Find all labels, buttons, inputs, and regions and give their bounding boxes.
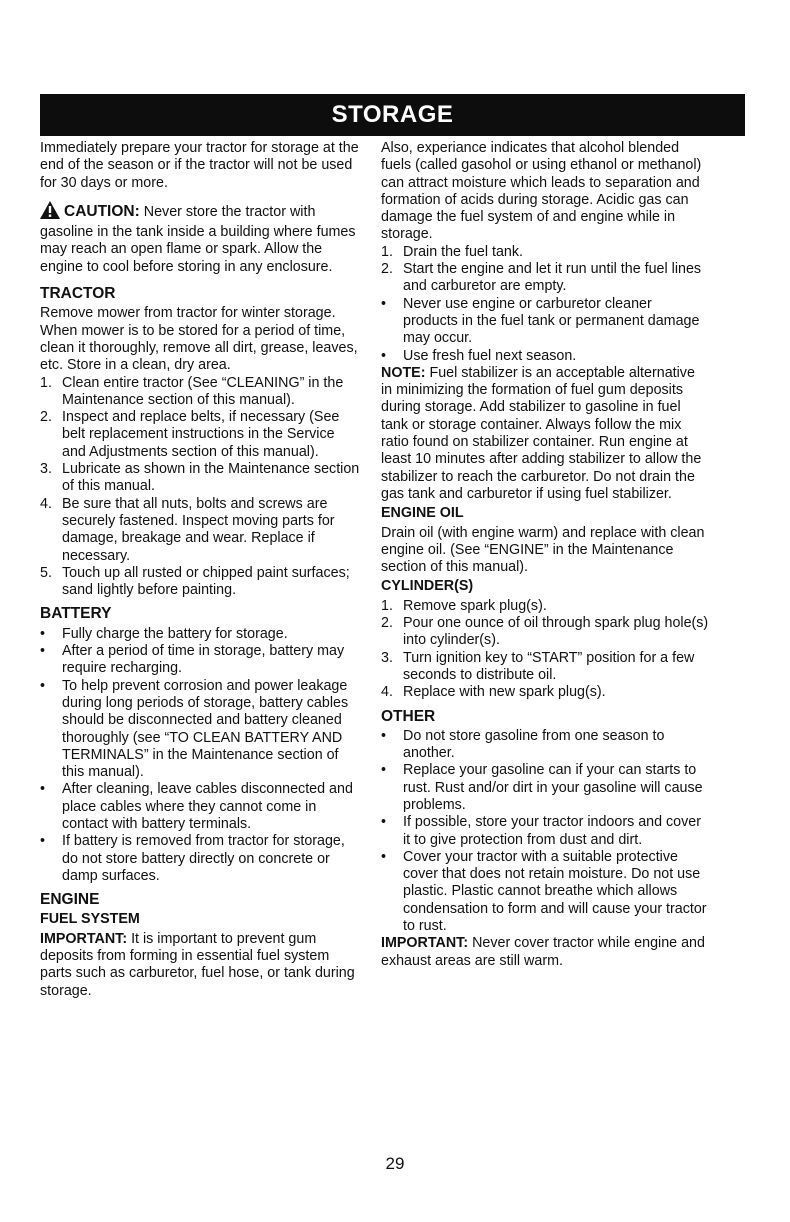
bullet-icon: • xyxy=(40,625,46,642)
bullet-icon: • xyxy=(40,781,46,798)
list-item xyxy=(40,626,362,643)
other-heading: OTHER xyxy=(381,707,436,725)
bullet-icon: • xyxy=(40,643,46,660)
other-list xyxy=(381,728,709,936)
list-item xyxy=(381,650,709,685)
battery-heading: BATTERY xyxy=(40,605,112,623)
item-text: Cover your tractor with a suitable protective cover that does not retain moisture. Do not use plastic. Plastic cannot breathe which allows condensation to form and will cause your tractor to rust. xyxy=(403,848,707,935)
step-text: Turn ignition key to “START” position for a few seconds to distribute oil. xyxy=(403,649,695,683)
tractor-steps xyxy=(40,375,362,600)
item-text: If possible, store your tractor indoors and cover it to give protection from dust and dirt. xyxy=(403,814,701,848)
list-item xyxy=(40,678,362,782)
list-item xyxy=(381,762,709,814)
note-paragraph xyxy=(381,365,709,503)
item-text: Use fresh fuel next season. xyxy=(403,347,577,364)
bullet-icon: • xyxy=(381,727,387,744)
bullet-icon: • xyxy=(381,347,387,364)
list-item xyxy=(381,849,709,935)
bullet-icon: • xyxy=(381,295,387,312)
list-item xyxy=(381,598,709,615)
important-text: It is important to prevent gum deposits from forming in essential fuel system parts such as carburetor, fuel hose, or tank during storage. xyxy=(40,930,355,999)
step-number: 3. xyxy=(40,461,52,478)
intro-paragraph: Immediately prepare your tractor for storage at the end of the season or if the tractor will not be used for 30 days or more. xyxy=(40,140,359,191)
step-number: 3. xyxy=(381,649,393,666)
list-item xyxy=(40,833,362,885)
step-number: 4. xyxy=(40,495,52,512)
engine-oil-heading: ENGINE OIL xyxy=(381,505,464,522)
bullet-icon: • xyxy=(40,677,46,694)
bullet-icon: • xyxy=(381,762,387,779)
note-label: NOTE: xyxy=(381,364,426,381)
list-item xyxy=(381,615,709,650)
step-number: 5. xyxy=(40,564,52,581)
fuel-steps xyxy=(381,244,709,296)
step-text: Drain the fuel tank. xyxy=(403,243,524,260)
cylinder-heading: CYLINDER(S) xyxy=(381,578,474,595)
list-item xyxy=(381,296,709,348)
tractor-intro: Remove mower from tractor for winter storage. When mower is to be stored for a period of time, clean it thoroughly, remove all dirt, grease, leaves, etc. Store in a clean, dry area. xyxy=(40,305,358,374)
step-text: Remove spark plug(s). xyxy=(403,597,547,614)
list-item xyxy=(40,375,362,410)
warning-triangle-icon xyxy=(40,201,60,224)
list-item xyxy=(40,781,362,833)
step-number: 1. xyxy=(40,374,52,391)
step-number: 2. xyxy=(381,261,393,278)
list-item xyxy=(381,684,709,701)
list-item xyxy=(40,496,362,565)
item-text: After a period of time in storage, battery may require recharging. xyxy=(62,643,345,677)
fuel-bullets xyxy=(381,296,709,365)
step-text: Inspect and replace belts, if necessary (See belt replacement instructions in the Service and Adjustments section of this manual). xyxy=(62,409,340,460)
cylinder-steps xyxy=(381,598,709,702)
list-item xyxy=(381,261,709,296)
battery-list xyxy=(40,626,362,885)
step-number: 2. xyxy=(381,615,393,632)
page-number: 29 xyxy=(385,1154,405,1173)
caution-text: Never store the tractor with gasoline in the tank inside a building where fumes may reach an open flame or spark. Allow the engine to cool before storing in any enclosure. xyxy=(40,203,356,275)
fuel-system-heading: FUEL SYSTEM xyxy=(40,911,140,928)
bullet-icon: • xyxy=(381,814,387,831)
tractor-heading: TRACTOR xyxy=(40,285,116,303)
step-number: 4. xyxy=(381,684,393,701)
important-paragraph xyxy=(381,935,709,970)
alcohol-paragraph: Also, experiance indicates that alcohol blended fuels (called gasohol or using ethanol or methanol) can attract moisture which leads to separation and formation of acids during storage. Acidic gas can damage the fuel system of and engine while in storage. xyxy=(381,140,702,243)
list-item xyxy=(381,728,709,763)
fuel-important-paragraph xyxy=(40,931,362,1000)
step-text: Lubricate as shown in the Maintenance section of this manual. xyxy=(62,461,360,495)
list-item xyxy=(40,565,362,600)
step-text: Clean entire tractor (See “CLEANING” in the Maintenance section of this manual). xyxy=(62,374,344,408)
step-text: Be sure that all nuts, bolts and screws are securely fastened. Inspect moving parts for damage, breakage and wear. Replace if necessary. xyxy=(62,495,335,564)
important-label: IMPORTANT: xyxy=(40,930,128,947)
step-number: 2. xyxy=(40,409,52,426)
item-text: Fully charge the battery for storage. xyxy=(62,625,288,642)
step-text: Touch up all rusted or chipped paint surfaces; sand lightly before painting. xyxy=(62,564,350,599)
list-item xyxy=(381,814,709,849)
engine-heading: ENGINE xyxy=(40,891,100,909)
list-item xyxy=(381,244,709,261)
item-text: Replace your gasoline can if your can starts to rust. Rust and/or dirt in your gasoline will cause problems. xyxy=(403,762,703,813)
item-text: Never use engine or carburetor cleaner products in the fuel tank or permanent damage may occur. xyxy=(403,295,700,347)
step-text: Replace with new spark plug(s). xyxy=(403,684,606,701)
list-item xyxy=(40,643,362,678)
important-text: Never cover tractor while engine and exhaust areas are still warm. xyxy=(381,935,705,969)
list-item xyxy=(40,461,362,496)
note-text: Fuel stabilizer is an acceptable alternative in minimizing the formation of fuel gum deposits during storage. Add stabilizer to gasoline in fuel tank or storage container. Always follow the mix ratio found on stabilizer container. Run engine at least 10 minutes after adding stabilizer to allow the stabilizer to reach the carburetor. Do not drain the gas tank and carburetor if using fuel stabilizer. xyxy=(381,364,702,502)
step-number: 1. xyxy=(381,597,393,614)
item-text: To help prevent corrosion and power leakage during long periods of storage, battery cables should be disconnected and battery cleaned thoroughly (see “TO CLEAN BATTERY AND TERMINALS” in the Maintenance section of this manual). xyxy=(62,677,349,781)
step-text: Start the engine and let it run until the fuel lines and carburetor are empty. xyxy=(403,261,702,295)
item-text: If battery is removed from tractor for storage, do not store battery directly on concrete or damp surfaces. xyxy=(62,833,345,884)
page-title: STORAGE xyxy=(331,101,454,128)
list-item xyxy=(40,409,362,461)
caution-paragraph xyxy=(40,201,362,276)
step-number: 1. xyxy=(381,243,393,260)
section-banner xyxy=(40,94,745,136)
bullet-icon: • xyxy=(381,848,387,865)
engine-oil-paragraph: Drain oil (with engine warm) and replace with clean engine oil. (See “ENGINE” in the Maintenance section of this manual). xyxy=(381,524,705,576)
item-text: After cleaning, leave cables disconnected and place cables where they cannot come in contact with battery terminals. xyxy=(62,781,353,832)
item-text: Do not store gasoline from one season to another. xyxy=(403,727,665,762)
list-item xyxy=(381,348,709,365)
caution-label: CAUTION: xyxy=(64,202,140,220)
bullet-icon: • xyxy=(40,833,46,850)
step-text: Pour one ounce of oil through spark plug hole(s) into cylinder(s). xyxy=(403,615,709,649)
right-column xyxy=(381,140,709,970)
important-label: IMPORTANT: xyxy=(381,935,469,952)
left-column xyxy=(40,140,362,1000)
